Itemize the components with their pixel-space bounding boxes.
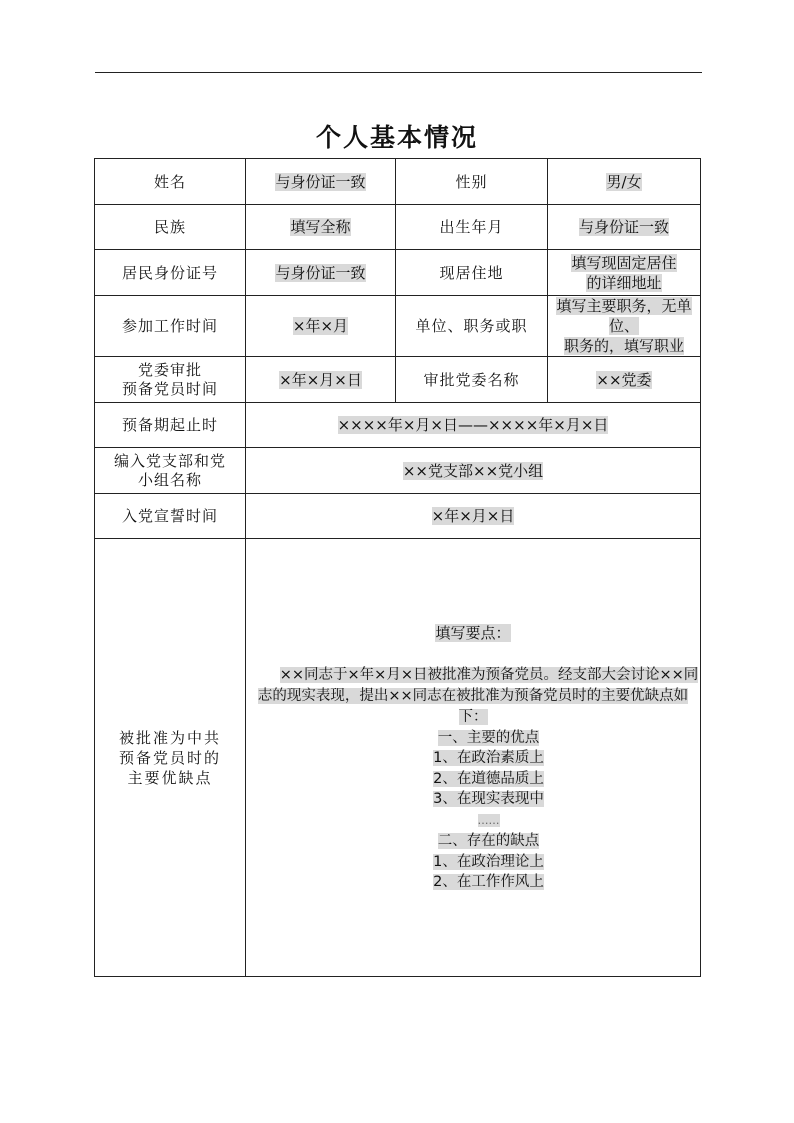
merits-content-cell[interactable] [246,539,701,977]
row-work-position [95,296,701,357]
row-oath [95,494,701,539]
committee-value-cell[interactable] [548,357,701,403]
probation-value: ××××年×月×日——××××年×月×日 [337,416,609,434]
branch-label-line2: 小组名称 [137,470,202,489]
basic-info-table [94,158,701,977]
row-ethnicity-birth [95,205,701,250]
oath-label: 入党宣誓时间 [95,494,246,539]
ethnicity-label: 民族 [95,205,246,250]
birth-value-cell[interactable] [548,205,701,250]
committee-label: 审批党委名称 [396,357,548,403]
name-label: 姓名 [95,159,246,205]
page-title: 个人基本情况 [315,123,478,152]
approval-time-value-cell[interactable] [246,357,396,403]
name-value: 与身份证一致 [275,172,366,191]
position-value-line2: 职务的，填写职业 [563,337,684,355]
ethnicity-value-cell[interactable] [246,205,396,250]
branch-label-line1: 编入党支部和党 [113,451,226,470]
row-approval [95,357,701,403]
approval-time-label [95,357,246,403]
work-start-label: 参加工作时间 [95,296,246,357]
name-value-cell[interactable] [246,159,396,205]
list-item: 二、存在的缺点 [437,833,540,849]
row-name-gender [95,159,701,205]
gender-value-cell[interactable] [548,159,701,205]
approval-time-label-line2: 预备党员时间 [121,379,218,398]
approval-time-label-line1: 党委审批 [137,360,202,379]
row-probation [95,403,701,448]
list-item: 1、在政治理论上 [433,853,544,870]
list-item: …… [477,813,500,827]
work-start-value: ×年×月 [292,317,349,335]
id-value: 与身份证一致 [275,263,366,282]
list-item: 一、主要的优点 [437,729,540,746]
birth-value: 与身份证一致 [578,218,669,236]
merits-paragraph: ××同志于×年×月×日被批准为预备党员。经支部大会讨论××同志的现实表现，提出××同志在被批准为预备党员时的主要优缺点如下： [257,666,699,725]
position-value-line1: 填写主要职务，无单位、 [556,297,692,335]
row-merits [95,539,701,977]
merits-label [95,539,246,977]
probation-label: 预备期起止时 [95,403,246,448]
id-label: 居民身份证号 [95,250,246,296]
list-item: 2、在道德品质上 [433,770,544,787]
list-item: 3、在现实表现中 [433,791,544,807]
merits-items [246,728,700,893]
oath-value-cell[interactable] [246,494,701,539]
row-branch [95,448,701,494]
points-title: 填写要点： [435,623,511,642]
address-value-cell[interactable] [548,250,701,296]
merits-label-line3: 主要优缺点 [127,768,213,787]
merits-label-line2: 预备党员时的 [118,748,221,767]
probation-value-cell[interactable] [246,403,701,448]
oath-value: ×年×月×日 [431,507,515,525]
id-value-cell[interactable] [246,250,396,296]
branch-value: ××党支部××党小组 [402,461,544,480]
list-item: 1、在政治素质上 [433,750,544,766]
gender-value: 男/女 [606,172,642,191]
branch-label [95,448,246,494]
row-id-address [95,250,701,296]
work-start-value-cell[interactable] [246,296,396,357]
address-label: 现居住地 [396,250,548,296]
merits-label-line1: 被批准为中共 [118,728,221,747]
approval-time-value: ×年×月×日 [279,370,362,389]
birth-label: 出生年月 [396,205,548,250]
committee-value: ××党委 [596,370,652,389]
list-item: 2、在工作作风上 [433,874,544,890]
address-value-line1: 填写现固定居住 [571,253,677,272]
position-label: 单位、职务或职 [396,296,548,357]
ethnicity-value: 填写全称 [290,218,351,236]
address-value-line2: 的详细地址 [586,273,662,292]
position-value-cell[interactable] [548,296,701,357]
header-rule [95,72,702,73]
gender-label: 性别 [396,159,548,205]
branch-value-cell[interactable] [246,448,701,494]
